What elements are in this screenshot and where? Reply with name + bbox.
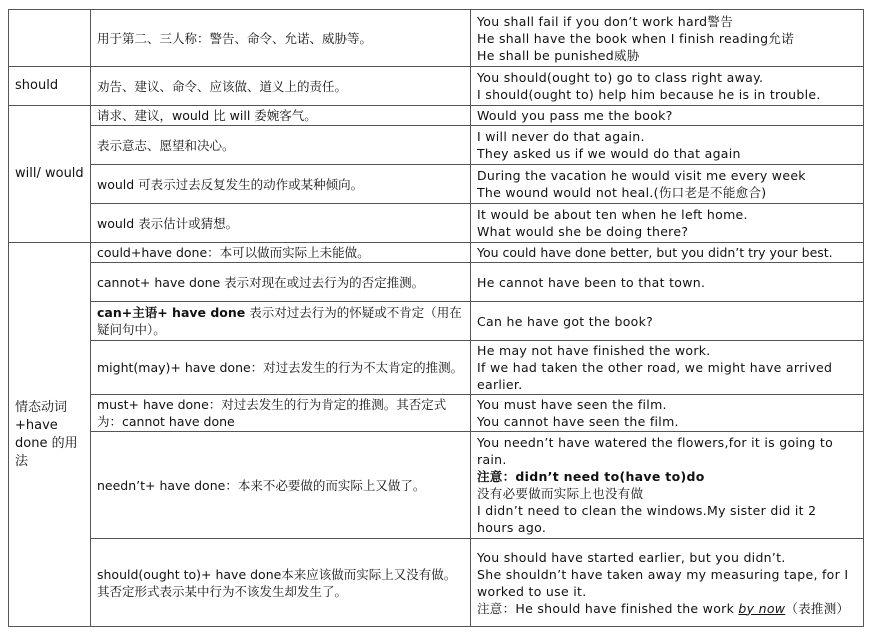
example-cell bbox=[471, 165, 864, 204]
example-line: The wound would not heal.(伤口老是不能愈合) bbox=[477, 185, 767, 200]
example-cell bbox=[471, 106, 864, 126]
example-cell bbox=[471, 539, 864, 627]
example-line: I will never do that again. bbox=[477, 129, 645, 144]
example-cell bbox=[471, 204, 864, 243]
usage-cell: 请求、建议，would 比 will 委婉客气。 bbox=[91, 106, 471, 126]
example-line: You could have done better, but you didn’t try your best. bbox=[477, 245, 833, 260]
example-line: He cannot have been to that town. bbox=[477, 274, 706, 290]
example-line: Can he have got the book? bbox=[477, 313, 654, 329]
category-cell: will/ would bbox=[9, 106, 91, 243]
example-line: You cannot have seen the film. bbox=[477, 414, 679, 429]
example-cell bbox=[471, 10, 864, 67]
example-cell bbox=[471, 395, 864, 432]
example-line: They asked us if we would do that again bbox=[477, 146, 741, 161]
category-cell: 情态动词+have done 的用法 bbox=[9, 243, 91, 627]
grammar-table bbox=[8, 9, 864, 627]
table-row bbox=[9, 263, 864, 302]
table-row bbox=[9, 126, 864, 165]
usage-cell: 劝告、建议、命令、应该做、道义上的责任。 bbox=[91, 67, 471, 106]
note-chinese: 没有必要做而实际上也没有做 bbox=[477, 486, 644, 501]
example-cell bbox=[471, 67, 864, 106]
example-line: He shall be punished威胁 bbox=[477, 47, 640, 63]
usage-cell: could+have done：本可以做而实际上未能做。 bbox=[91, 243, 471, 263]
table-row bbox=[9, 302, 864, 341]
table-row bbox=[9, 432, 864, 539]
usage-cell: 表示意志、愿望和决心。 bbox=[91, 126, 471, 165]
usage-bold: can+主语+ have done bbox=[97, 305, 246, 320]
table-row bbox=[9, 539, 864, 627]
category-cell bbox=[9, 10, 91, 67]
usage-cell: must+ have done：对过去发生的行为肯定的推测。其否定式为：cannot have done bbox=[91, 395, 471, 432]
example-line: You shall fail if you don’t work hard警告 bbox=[477, 13, 734, 29]
usage-cell: 用于第二、三人称：警告、命令、允诺、威胁等。 bbox=[91, 10, 471, 67]
example-cell bbox=[471, 341, 864, 395]
example-line: You should have started earlier, but you didn’t. bbox=[477, 549, 786, 565]
example-line: You should(ought to) go to class right away. bbox=[477, 70, 764, 85]
table-row bbox=[9, 10, 864, 67]
example-line: You needn’t have watered the flowers,for it is going to rain. bbox=[477, 435, 834, 467]
usage-rest: 表示对过去行为的怀疑或不肯定（用在疑问句中）。 bbox=[97, 305, 462, 337]
table-row bbox=[9, 395, 864, 432]
usage-cell: would 表示估计或猜想。 bbox=[91, 204, 471, 243]
example-line: It would be about ten when he left home. bbox=[477, 207, 748, 222]
usage-cell: might(may)+ have done：对过去发生的行为不太肯定的推测。 bbox=[91, 341, 471, 395]
category-cell: should bbox=[9, 67, 91, 106]
table-row bbox=[9, 67, 864, 106]
usage-cell bbox=[91, 302, 471, 341]
note-suffix: （表推测） bbox=[785, 600, 850, 616]
example-line: He shall have the book when I finish reading允诺 bbox=[477, 30, 794, 46]
example-cell bbox=[471, 432, 864, 539]
example-line: He may not have finished the work. bbox=[477, 343, 711, 358]
note-italic: by now bbox=[738, 600, 786, 616]
usage-cell: needn’t+ have done：本来不必要做的而实际上又做了。 bbox=[91, 432, 471, 539]
example-cell bbox=[471, 243, 864, 263]
note-bold: 注意：didn’t need to(have to)do bbox=[477, 469, 705, 484]
table-row bbox=[9, 165, 864, 204]
table-row bbox=[9, 341, 864, 395]
example-line: I should(ought to) help him because he is in trouble. bbox=[477, 87, 821, 102]
table-row bbox=[9, 106, 864, 126]
note-prefix: 注意：He should have finished the work bbox=[477, 600, 735, 616]
example-cell bbox=[471, 126, 864, 165]
example-cell bbox=[471, 302, 864, 341]
usage-cell: should(ought to)+ have done本来应该做而实际上又没有做。其否定形式表示某中行为不该发生却发生了。 bbox=[91, 539, 471, 627]
usage-cell: cannot+ have done 表示对现在或过去行为的否定推测。 bbox=[91, 263, 471, 302]
example-line: If we had taken the other road, we might have arrived earlier. bbox=[477, 360, 833, 392]
table-row bbox=[9, 204, 864, 243]
example-line: I didn’t need to clean the windows.My sister did it 2 hours ago. bbox=[477, 503, 817, 535]
example-line: During the vacation he would visit me every week bbox=[477, 168, 806, 183]
example-line: What would she be doing there? bbox=[477, 224, 689, 239]
example-line: Would you pass me the book? bbox=[477, 108, 673, 123]
example-cell bbox=[471, 263, 864, 302]
usage-cell: would 可表示过去反复发生的动作或某种倾向。 bbox=[91, 165, 471, 204]
note-line bbox=[477, 600, 857, 617]
example-line: She shouldn’t have taken away my measuring tape, for I worked to use it. bbox=[477, 566, 849, 599]
example-line: You must have seen the film. bbox=[477, 397, 667, 412]
table-row bbox=[9, 243, 864, 263]
